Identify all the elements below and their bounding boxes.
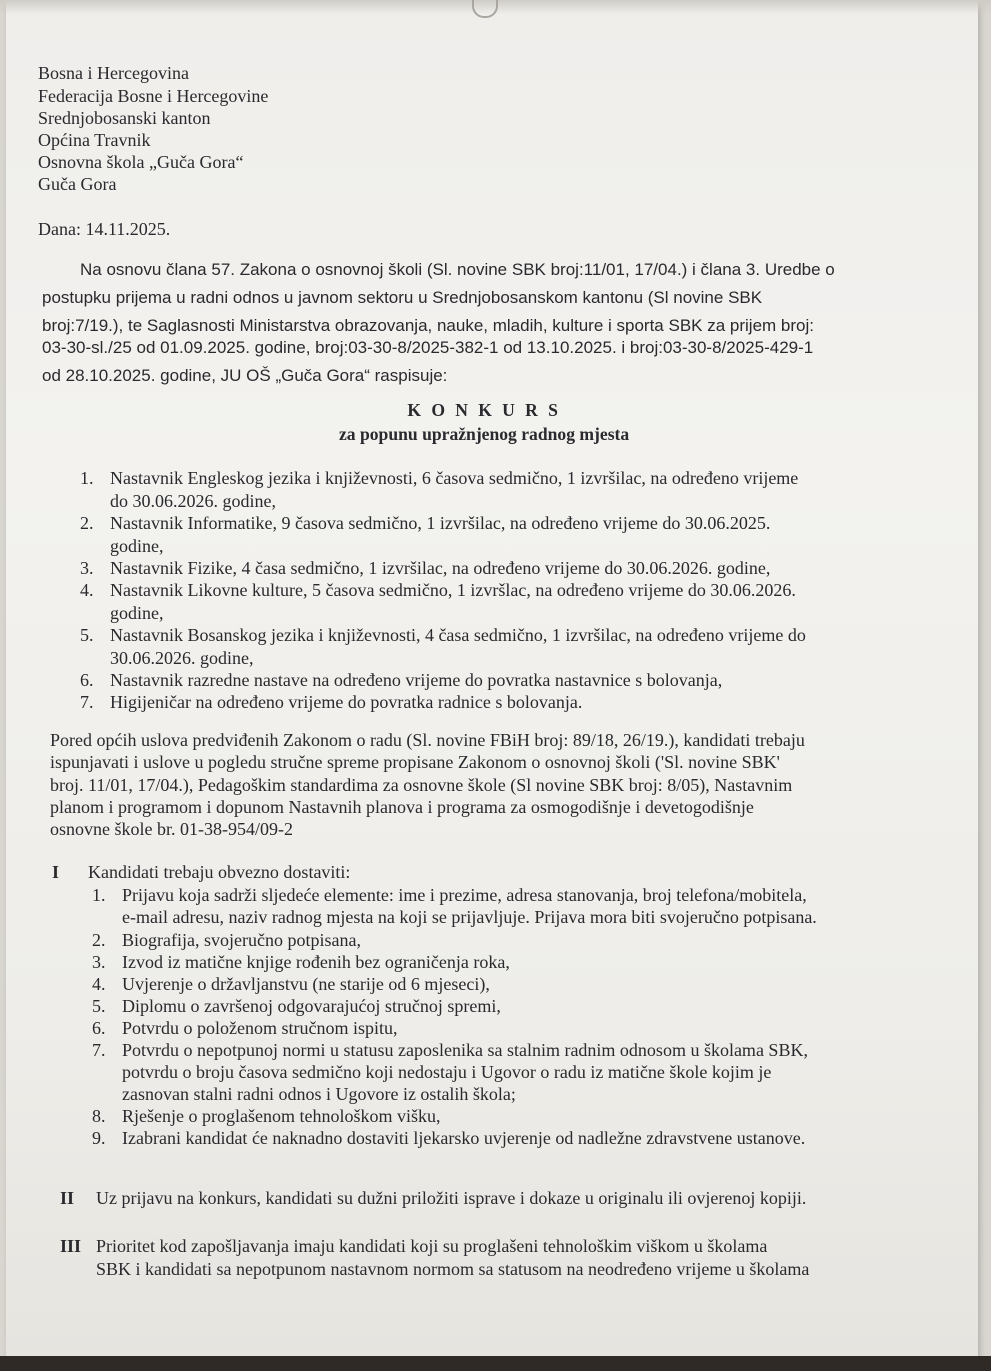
list-item-text: Izvod iz matične knjige rođenih bez ograničenja roka,	[122, 952, 510, 972]
list-item-text: Nastavnik Fizike, 4 časa sedmično, 1 izvršilac, na određeno vrijeme do 30.06.2026. godine,	[110, 558, 771, 578]
letterhead-canton: Srednjobosanski kanton	[38, 108, 211, 128]
list-item-text: e-mail adresu, naziv radnog mjesta na koji se prijavljuje. Prijava mora biti svojeručno potpisana.	[122, 907, 817, 927]
intro-line: od 28.10.2025. godine, JU OŠ „Guča Gora“ raspisuje:	[42, 366, 448, 385]
list-item-text: Izabrani kandidat će naknadno dostaviti ljekarsko uvjerenje od nadležne zdravstvene ustanove.	[122, 1128, 806, 1148]
list-item-number: 1.	[92, 885, 106, 905]
list-item-number: 1.	[80, 468, 94, 488]
letterhead-school: Osnovna škola „Guča Gora“	[38, 152, 244, 172]
intro-line: broj:7/19.), te Saglasnosti Ministarstva obrazovanja, nauke, mladih, kulture i sporta SBK za prijem broj:	[42, 316, 814, 335]
section-numeral: II	[60, 1188, 75, 1208]
list-item-text: Potvrdu o nepotpunoj normi u statusu zaposlenika sa stalnim radnim odnosom u školama SBK,	[122, 1040, 808, 1060]
list-item-text: Nastavnik razredne nastave na određeno vrijeme do povratka nastavnice s bolovanja,	[110, 670, 723, 690]
list-item-text: 30.06.2026. godine,	[110, 648, 254, 668]
list-item-number: 4.	[80, 580, 94, 600]
intro-line: 03-30-sl./25 od 01.09.2025. godine, broj:03-30-8/2025-382-1 od 13.10.2025. i broj:03-30-8/2025-429-1	[42, 338, 814, 357]
list-item-text: Biografija, svojeručno potpisana,	[122, 930, 361, 950]
conditions-line: planom i programom i dopunom Nastavnih planova i programa za osmogodišnje i devetogodišnje	[50, 797, 754, 817]
intro-line: postupku prijema u radni odnos u javnom sektoru u Srednjobosanskom kantonu (Sl novine SBK	[42, 288, 763, 307]
conditions-line: ispunjavati i uslove u pogledu stručne spreme propisane Zakonom o osnovnoj školi ('Sl. novine SBK'	[50, 752, 780, 772]
section-heading: Kandidati trebaju obvezno dostaviti:	[88, 862, 351, 882]
document-title: K O N K U R S	[407, 400, 561, 420]
list-item-number: 8.	[92, 1106, 106, 1126]
list-item-text: Uvjerenje o državljanstvu (ne starije od 6 mjeseci),	[122, 974, 490, 994]
list-item-number: 7.	[80, 692, 94, 712]
conditions-line: broj. 11/01, 17/04.), Pedagoškim standardima za osnovne škole (Sl novine SBK broj: 8/05), Nastavnim	[50, 775, 793, 795]
list-item-number: 5.	[80, 625, 94, 645]
list-item-number: 7.	[92, 1040, 106, 1060]
list-item-number: 3.	[92, 952, 106, 972]
list-item-number: 6.	[92, 1018, 106, 1038]
table-surface	[0, 1356, 991, 1371]
list-item-number: 6.	[80, 670, 94, 690]
list-item-text: godine,	[110, 603, 164, 623]
list-item-text: Diplomu o završenoj odgovarajućoj stručnoj spremi,	[122, 996, 501, 1016]
document-date: Dana: 14.11.2025.	[38, 219, 171, 239]
letterhead-country: Bosna i Hercegovina	[38, 63, 189, 83]
list-item-text: Higijeničar na određeno vrijeme do povratka radnice s bolovanja.	[110, 692, 583, 712]
list-item-number: 9.	[92, 1128, 106, 1148]
list-item-number: 3.	[80, 558, 94, 578]
section-numeral: III	[60, 1236, 82, 1256]
list-item-number: 4.	[92, 974, 106, 994]
conditions-line: osnovne škole br. 01-38-954/09-2	[50, 819, 293, 839]
list-item-text: Potvrdu o položenom stručnom ispitu,	[122, 1018, 398, 1038]
section-text: Prioritet kod zapošljavanja imaju kandidati koji su proglašeni tehnološkim viškom u školama	[96, 1236, 768, 1256]
intro-line: Na osnovu člana 57. Zakona o osnovnoj školi (Sl. novine SBK broj:11/01, 17/04.) i člana 3. Uredbe o	[80, 260, 835, 279]
section-text: Uz prijavu na konkurs, kandidati su dužni priložiti isprave i dokaze u originalu ili ovjerenoj kopiji.	[96, 1188, 807, 1208]
list-item-number: 5.	[92, 996, 106, 1016]
section-text: SBK i kandidati sa nepotpunom nastavnom normom sa statusom na neodređeno vrijeme u školama	[96, 1259, 810, 1279]
list-item-text: zasnovan stalni radni odnos i Ugovore iz ostalih škola;	[122, 1084, 516, 1104]
list-item-text: Nastavnik Bosanskog jezika i književnosti, 4 časa sedmično, 1 izvršilac, na određeno vrijeme do	[110, 625, 806, 645]
list-item-number: 2.	[92, 930, 106, 950]
list-item-text: Nastavnik Engleskog jezika i književnosti, 6 časova sedmično, 1 izvršilac, na određeno vrijeme	[110, 468, 799, 488]
list-item-text: Prijavu koja sadrži sljedeće elemente: ime i prezime, adresa stanovanja, broj telefona/mobitela,	[122, 885, 807, 905]
list-item-text: Nastavnik Informatike, 9 časova sedmično, 1 izvršilac, na određeno vrijeme do 30.06.2025.	[110, 513, 771, 533]
list-item-text: Rješenje o proglašenom tehnološkom višku,	[122, 1106, 441, 1126]
list-item-text: do 30.06.2026. godine,	[110, 491, 276, 511]
list-item-text: potvrdu o broju časova sedmično koji nedostaju i Ugovor o radu iz matične škole kojim je	[122, 1062, 772, 1082]
list-item-text: Nastavnik Likovne kulture, 5 časova sedmično, 1 izvršlac, na određeno vrijeme do 30.06.2026.	[110, 580, 796, 600]
conditions-line: Pored općih uslova predviđenih Zakonom o radu (Sl. novine FBiH broj: 89/18, 26/19.), kandidati trebaju	[50, 730, 805, 750]
letterhead-entity: Federacija Bosne i Hercegovine	[38, 86, 269, 106]
section-numeral: I	[52, 862, 60, 882]
letterhead-municipality: Općina Travnik	[38, 130, 151, 150]
letterhead-place: Guča Gora	[38, 174, 117, 194]
document-subtitle: za popunu upražnjenog radnog mjesta	[338, 424, 630, 444]
list-item-number: 2.	[80, 513, 94, 533]
list-item-text: godine,	[110, 536, 164, 556]
